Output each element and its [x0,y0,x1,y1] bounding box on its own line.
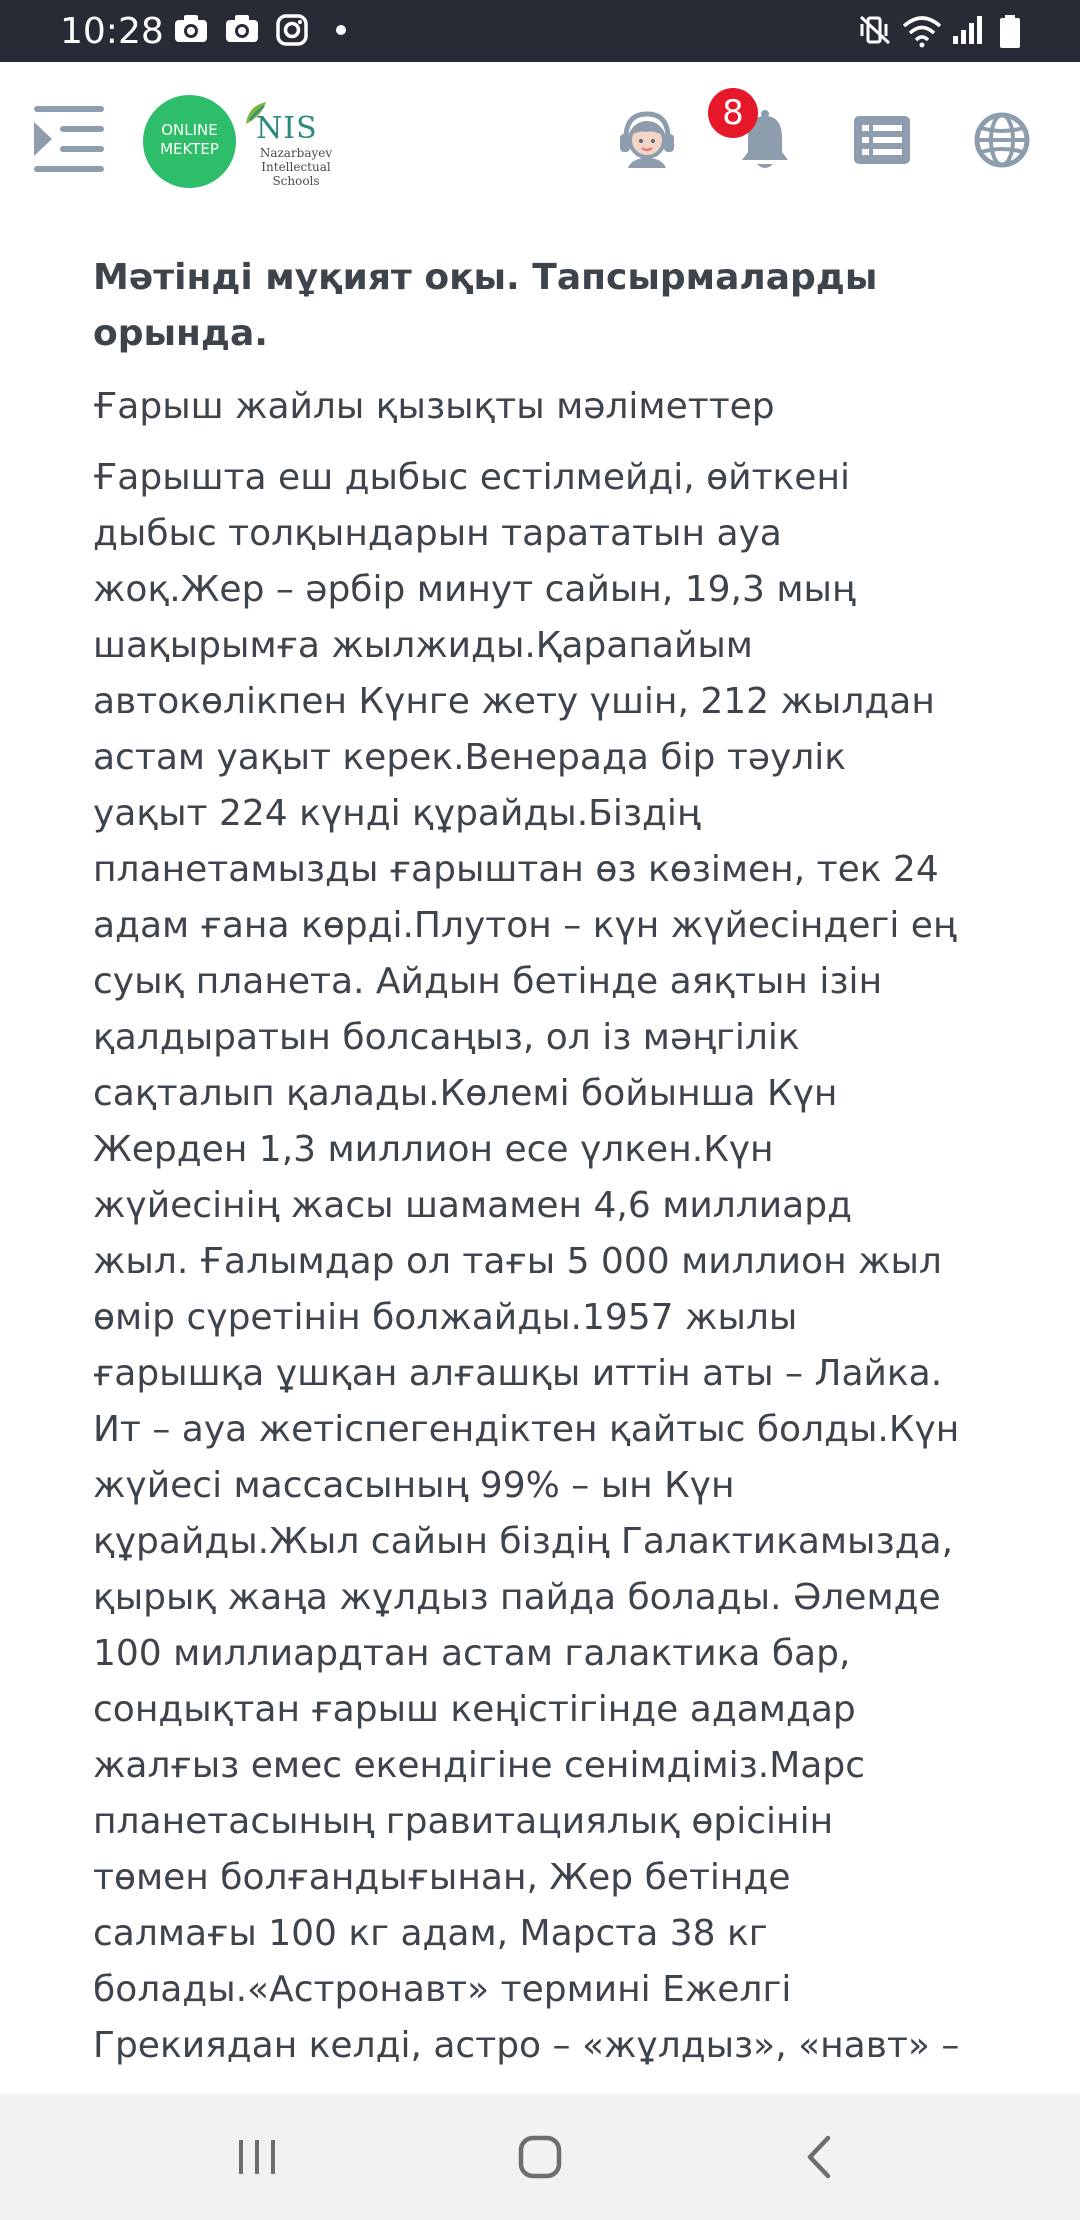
camera-icon [225,14,259,44]
signal-icon [951,14,983,46]
text-body: Ғарышта еш дыбыс естілмейді, өйткені дыбыс толқындарын тарататын ауа жоқ.Жер – әрбір минут сайын, 19,3 мың шақырымға жылжиды.Қарапайым автокөлікпен Күнге жету үшін, 212 жылдан астам уақыт керек.Венерада бір тәулік уақыт 224 күнді құрайды.Біздің планетамызды ғарыштан өз көзімен, тек 24 адам ғана көрді.Плутон – күн жүйесіндегі ең суық планета. Айдын бетінде аяқтын ізін қалдыратын болсаңыз, ол із мәңгілік сақталып қалады.Көлемі бойынша Күн Жерден 1,3 миллион есе үлкен.Күн жүйесінің жасы шамамен 4,6 миллиард жыл. Ғалымдар ол тағы 5 000 миллион жыл өмір сүретінін болжайды.1957 жылы ғарышқа ұшқан алғашқы иттін аты – Лайка. Ит – ауа жетіспегендіктен қайтыс болды.Күн жүйесі массасының 99% – ын Күн құрайды.Жыл сайын біздің Галактикамызда, қырық жаңа жұлдыз пайда болады. Әлемде 100 миллиардтан астам галактика бар, сондықтан ғарыш кеңістігінде адамдар жалғыз емес екендігіне сенімдіміз.Марс планетасының гравитациялық өрісінін төмен болғандығынан, Жер бетінде салмағы 100 кг адам, Марста 38 кг болады.«Астронавт» термині Ежелгі Грекиядан келді, астро – «жұлдыз», «навт» – [93,457,960,2066]
notification-count-badge[interactable]: 8 [708,88,758,138]
status-bar [0,0,1080,62]
online-mektep-logo[interactable] [143,95,236,188]
instagram-icon [276,14,308,46]
text-subtitle: Ғарыш жайлы қызықты мәліметтер [93,386,775,427]
camera-icon [174,14,208,44]
status-time: 10:28 [60,11,164,52]
globe-icon[interactable] [974,112,1030,168]
recents-icon[interactable] [217,2122,297,2192]
nis-logo-text: NIS [256,111,318,146]
task-content [93,250,993,2074]
system-navigation-bar [0,2094,1080,2220]
battery-icon [998,14,1022,50]
support-agent-icon[interactable] [618,108,676,170]
task-title: Мәтінді мұқият оқы. Тапсырмаларды орында. [93,257,878,354]
menu-collapse-icon[interactable] [32,104,106,174]
wifi-icon [902,14,942,48]
logo-online-line2: MEKTEP [160,140,219,158]
notification-dot-icon [336,25,346,35]
back-icon[interactable] [780,2122,860,2192]
mute-vibrate-icon [858,14,892,46]
nis-logo-subtitle: Nazarbayev Intellectual Schools [259,146,333,188]
logo-online-line1: ONLINE [161,121,218,139]
home-icon[interactable] [500,2122,580,2192]
list-icon[interactable] [854,116,910,164]
